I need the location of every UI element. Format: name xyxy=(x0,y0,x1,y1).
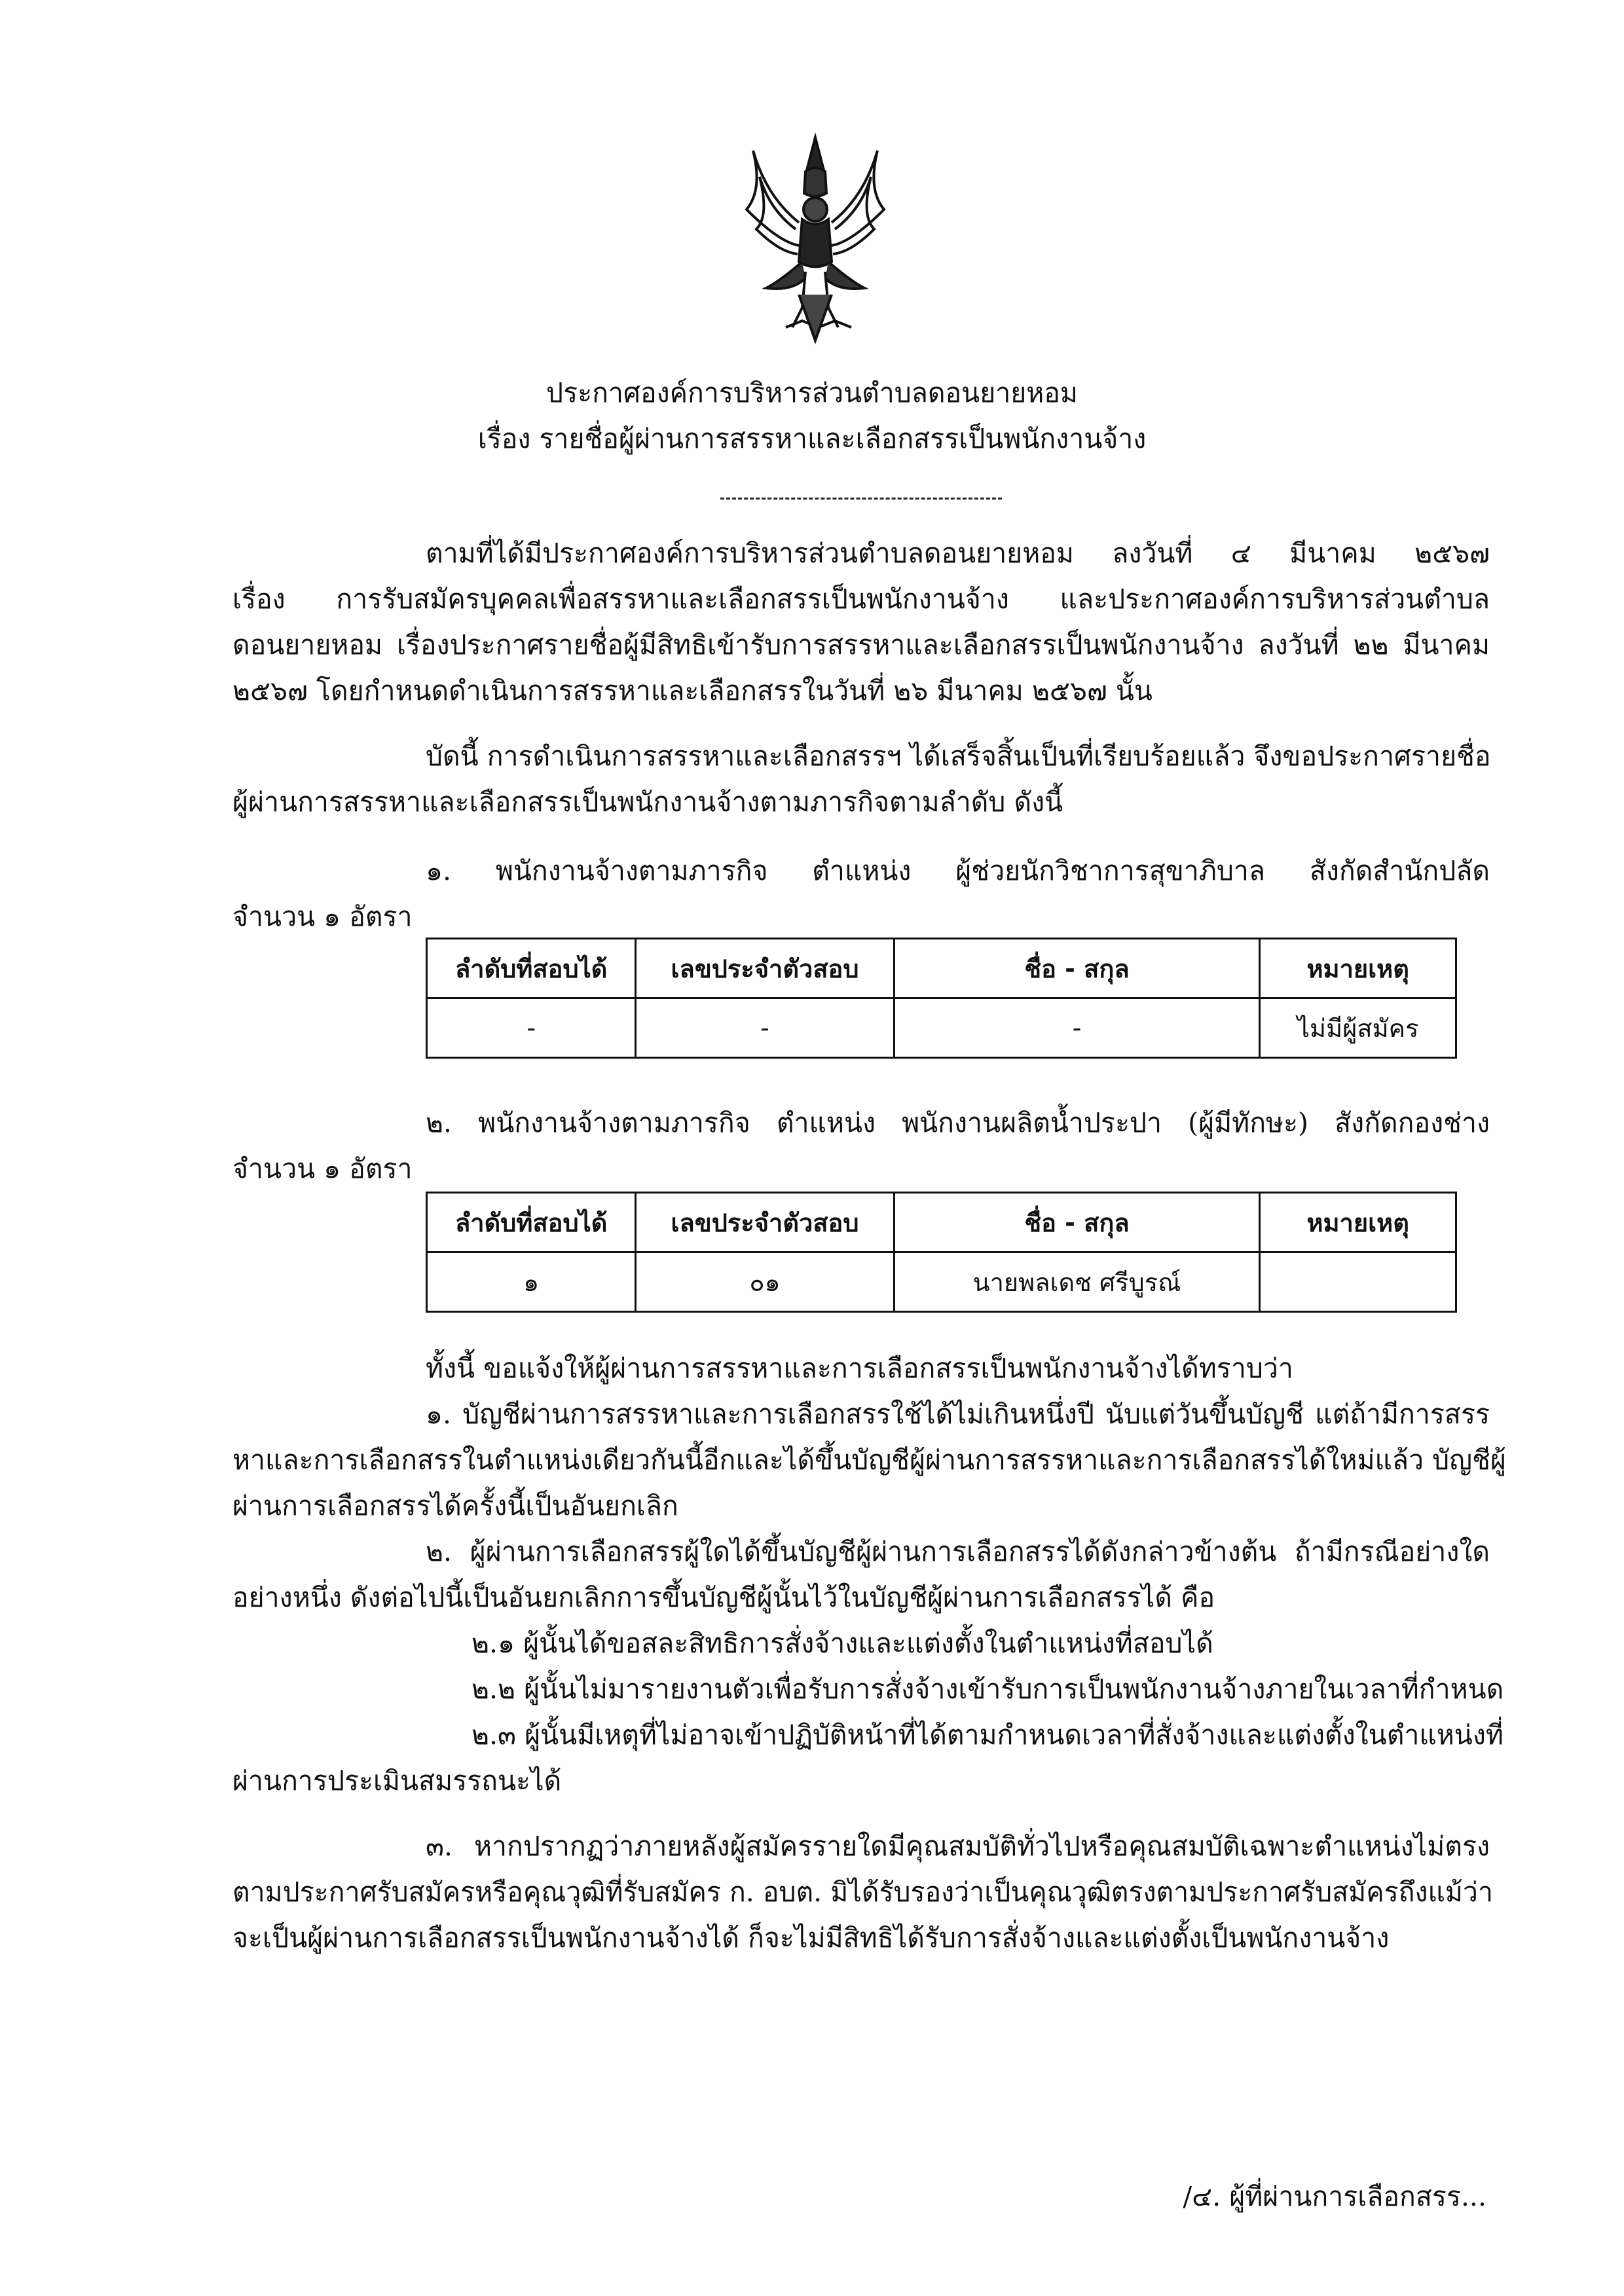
paragraph-line: เรื่อง การรับสมัครบุคคลเพื่อสรรหาและเลือกสรรเป็นพนักงานจ้าง และประกาศองค์การบริหารส่วนตำบล xyxy=(232,583,1490,615)
notice-line: ๒. ผู้ผ่านการเลือกสรรผู้ใดได้ขึ้นบัญชีผู้ผ่านการเลือกสรรได้ดังกล่าวข้างต้น ถ้ามีกรณีอย่างใด xyxy=(426,1536,1490,1567)
table-header-cell: เลขประจำตัวสอบ xyxy=(636,1193,894,1252)
position-quota: จำนวน ๑ อัตรา xyxy=(232,901,413,932)
notice-line: ๓. หากปรากฏว่าภายหลังผู้สมัครรายใดมีคุณสมบัติทั่วไปหรือคุณสมบัติเฉพาะตำแหน่งไม่ตรง xyxy=(426,1831,1490,1862)
table-cell: ไม่มีผู้สมัคร xyxy=(1260,998,1456,1058)
notice-intro: ทั้งนี้ ขอแจ้งให้ผู้ผ่านการสรรหาและการเลือกสรรเป็นพนักงานจ้างได้ทราบว่า xyxy=(426,1353,1293,1384)
notice-line: ผ่านการประเมินสมรรถนะได้ xyxy=(232,1765,562,1796)
paragraph-line: บัดนี้ การดำเนินการสรรหาและเลือกสรรฯ ได้เสร็จสิ้นเป็นที่เรียบร้อยแล้ว จึงขอประกาศรายชื่อ xyxy=(426,740,1491,772)
notice-line: ๒.๓ ผู้นั้นมีเหตุที่ไม่อาจเข้าปฏิบัติหน้าที่ได้ตามกำหนดเวลาที่สั่งจ้างและแต่งตั้งในตำแหน่งที่ xyxy=(471,1719,1504,1751)
notice-line: อย่างหนึ่ง ดังต่อไปนี้เป็นอันยกเลิกการขึ้นบัญชีผู้นั้นไว้ในบัญชีผู้ผ่านการเลือกสรรได้ คือ xyxy=(232,1582,1215,1613)
table-cell: - xyxy=(894,998,1260,1058)
notice-line: หาและการเลือกสรรในตำแหน่งเดียวกันนี้อีกและได้ขึ้นบัญชีผู้ผ่านการสรรหาและการเลือกสรรได้ใหม่แล้ว บัญชีผู้ xyxy=(232,1444,1506,1476)
position-quota: จำนวน ๑ อัตรา xyxy=(232,1153,413,1184)
table-header-cell: หมายเหตุ xyxy=(1260,939,1456,998)
notice-line: จะเป็นผู้ผ่านการเลือกสรรเป็นพนักงานจ้างได้ ก็จะไม่มีสิทธิได้รับการสั่งจ้างและแต่งตั้งเป็นพนักงานจ้าง xyxy=(232,1922,1390,1954)
notice-line: ตามประกาศรับสมัครหรือคุณวุฒิที่รับสมัคร ก. อบต. มิได้รับรองว่าเป็นคุณวุฒิตรงตามประกาศรับสมัครถึงแม้ว่า xyxy=(232,1876,1493,1908)
results-table-2 xyxy=(426,1192,1457,1313)
table-row xyxy=(427,998,1456,1058)
table-cell xyxy=(1260,1252,1456,1312)
notice-line: ๑. บัญชีผ่านการสรรหาและการเลือกสรรใช้ได้ไม่เกินหนึ่งปี นับแต่วันขึ้นบัญชี แต่ถ้ามีการสรร xyxy=(426,1398,1490,1430)
table-header-row xyxy=(427,1193,1456,1252)
paragraph-line: ดอนยายหอม เรื่องประกาศรายชื่อผู้มีสิทธิเข้ารับการสรรหาและเลือกสรรเป็นพนักงานจ้าง ลงวันที่ ๒๒ มีนาคม xyxy=(232,629,1490,661)
table-header-cell: ลำดับที่สอบได้ xyxy=(427,1193,636,1252)
title-divider xyxy=(720,498,1002,500)
announcement-subject: เรื่อง รายชื่อผู้ผ่านการสรรหาและเลือกสรรเป็นพนักงานจ้าง xyxy=(477,423,1147,454)
announcement-title: ประกาศองค์การบริหารส่วนตำบลดอนยายหอม xyxy=(546,377,1078,409)
paragraph-line: ผู้ผ่านการสรรหาและเลือกสรรเป็นพนักงานจ้างตามภารกิจตามลำดับ ดังนี้ xyxy=(232,786,1063,818)
table-cell: ๐๑ xyxy=(636,1252,894,1312)
table-header-cell: ลำดับที่สอบได้ xyxy=(427,939,636,998)
table-header-cell: เลขประจำตัวสอบ xyxy=(636,939,894,998)
garuda-emblem-icon xyxy=(740,131,891,347)
table-header-cell: ชื่อ - สกุล xyxy=(894,939,1260,998)
table-header-row xyxy=(427,939,1456,998)
notice-line: ผ่านการเลือกสรรได้ครั้งนี้เป็นอันยกเลิก xyxy=(232,1490,678,1522)
continuation-note: /๔. ผู้ที่ผ่านการเลือกสรร... xyxy=(1183,2181,1486,2212)
table-cell: - xyxy=(427,998,636,1058)
table-row xyxy=(427,1252,1456,1312)
position-heading: ๑. พนักงานจ้างตามภารกิจ ตำแหน่ง ผู้ช่วยนักวิชาการสุขาภิบาล สังกัดสำนักปลัด xyxy=(426,855,1490,886)
results-table-1 xyxy=(426,938,1457,1059)
table-header-cell: หมายเหตุ xyxy=(1260,1193,1456,1252)
table-cell: นายพลเดช ศรีบูรณ์ xyxy=(894,1252,1260,1312)
paragraph-line: ๒๕๖๗ โดยกำหนดดำเนินการสรรหาและเลือกสรรในวันที่ ๒๖ มีนาคม ๒๕๖๗ นั้น xyxy=(232,675,1153,706)
notice-line: ๒.๒ ผู้นั้นไม่มารายงานตัวเพื่อรับการสั่งจ้างเข้ารับการเป็นพนักงานจ้างภายในเวลาที่กำหนด xyxy=(471,1673,1504,1705)
paragraph-line: ตามที่ได้มีประกาศองค์การบริหารส่วนตำบลดอนยายหอม ลงวันที่ ๔ มีนาคม ๒๕๖๗ xyxy=(426,538,1490,569)
position-heading: ๒. พนักงานจ้างตามภารกิจ ตำแหน่ง พนักงานผลิตน้ำประปา (ผู้มีทักษะ) สังกัดกองช่าง xyxy=(426,1107,1490,1139)
table-header-cell: ชื่อ - สกุล xyxy=(894,1193,1260,1252)
table-cell: ๑ xyxy=(427,1252,636,1312)
table-cell: - xyxy=(636,998,894,1058)
notice-line: ๒.๑ ผู้นั้นได้ขอสละสิทธิการสั่งจ้างและแต่งตั้งในตำแหน่งที่สอบได้ xyxy=(471,1628,1213,1659)
